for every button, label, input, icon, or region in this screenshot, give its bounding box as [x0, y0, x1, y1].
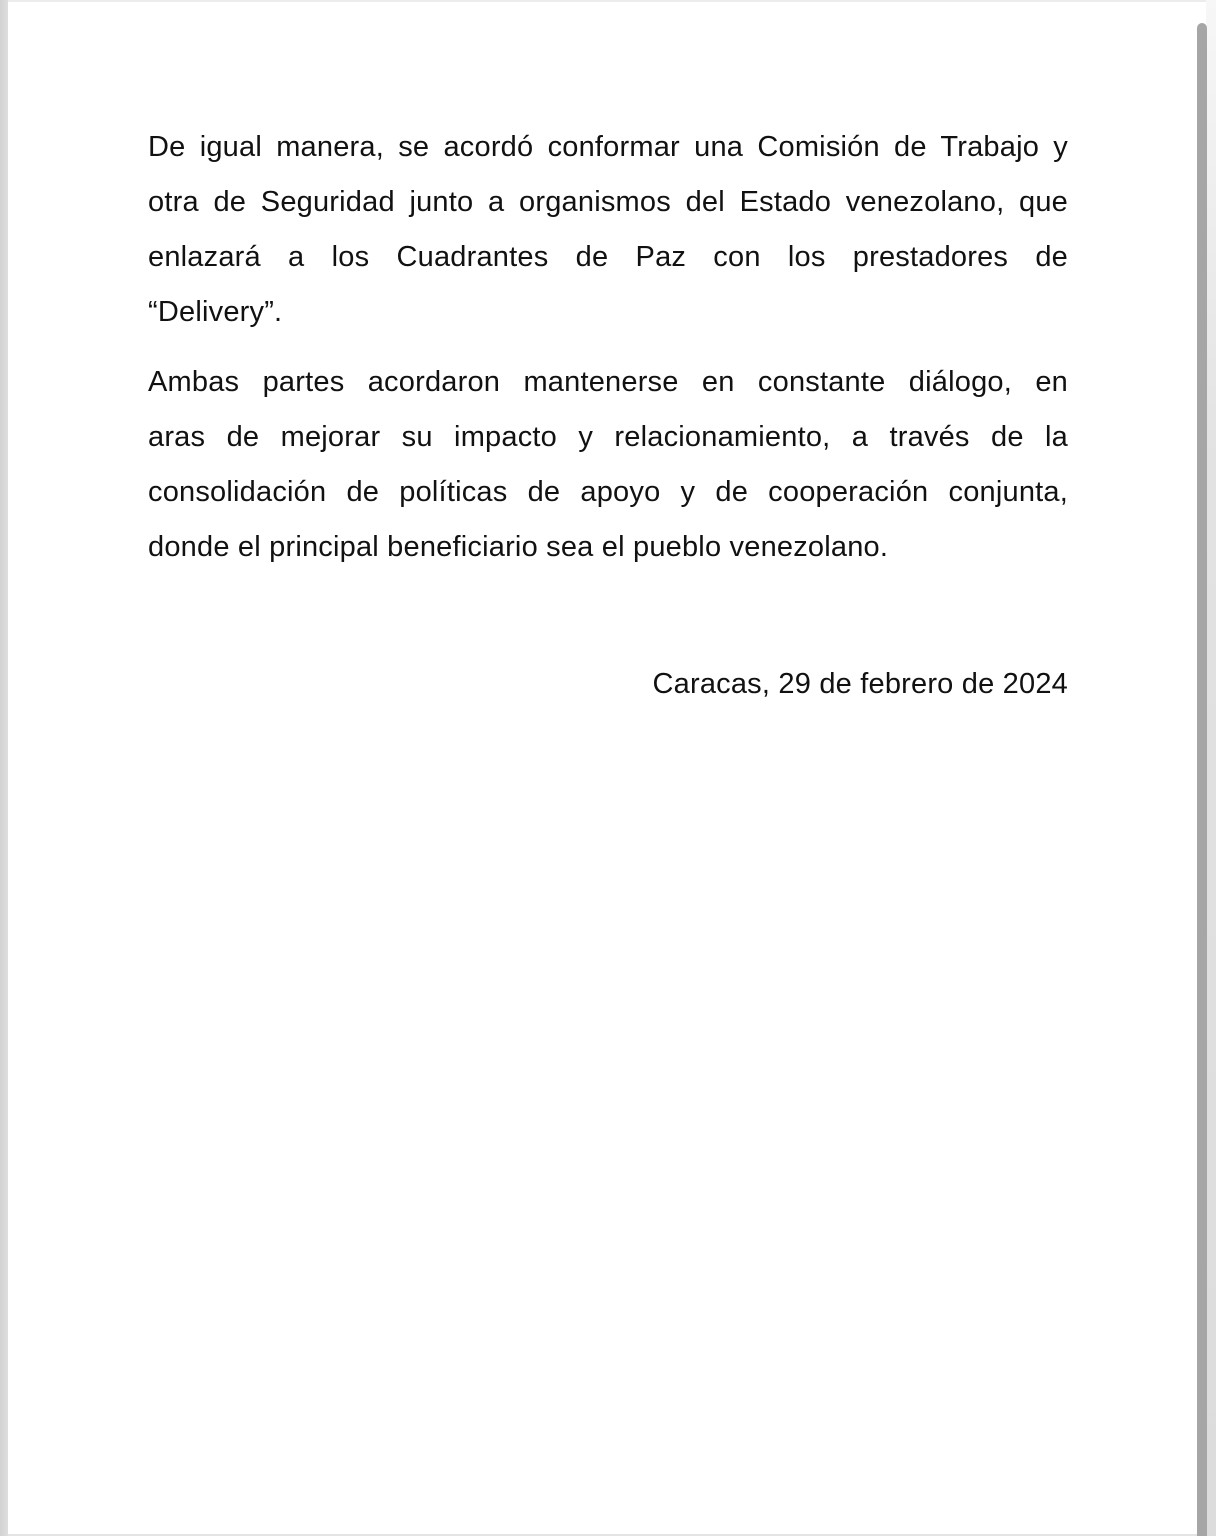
text-line: aras de mejorar su impacto y relacionamiento, a través de la: [148, 421, 1068, 453]
document-page: [148, 120, 1068, 712]
viewer-top-edge: [8, 0, 1216, 2]
text-line: otra de Seguridad junto a organismos del Estado venezolano, que: [148, 186, 1068, 218]
text-line: “Delivery”.: [148, 296, 283, 328]
scrollbar-track[interactable]: [1206, 0, 1216, 1536]
text-line: enlazará a los Cuadrantes de Paz con los prestadores de: [148, 241, 1068, 273]
paragraph-1: [148, 120, 1068, 340]
text-line: Ambas partes acordaron mantenerse en constante diálogo, en: [148, 366, 1068, 398]
viewer-left-edge: [0, 0, 8, 1536]
text-line: consolidación de políticas de apoyo y de cooperación conjunta,: [148, 476, 1068, 508]
scrollbar-thumb[interactable]: [1197, 23, 1207, 1536]
paragraph-2: [148, 355, 1068, 575]
text-line: donde el principal beneficiario sea el pueblo venezolano.: [148, 531, 889, 563]
dateline: Caracas, 29 de febrero de 2024: [652, 668, 1068, 700]
text-line: De igual manera, se acordó conformar una Comisión de Trabajo y: [148, 131, 1068, 163]
